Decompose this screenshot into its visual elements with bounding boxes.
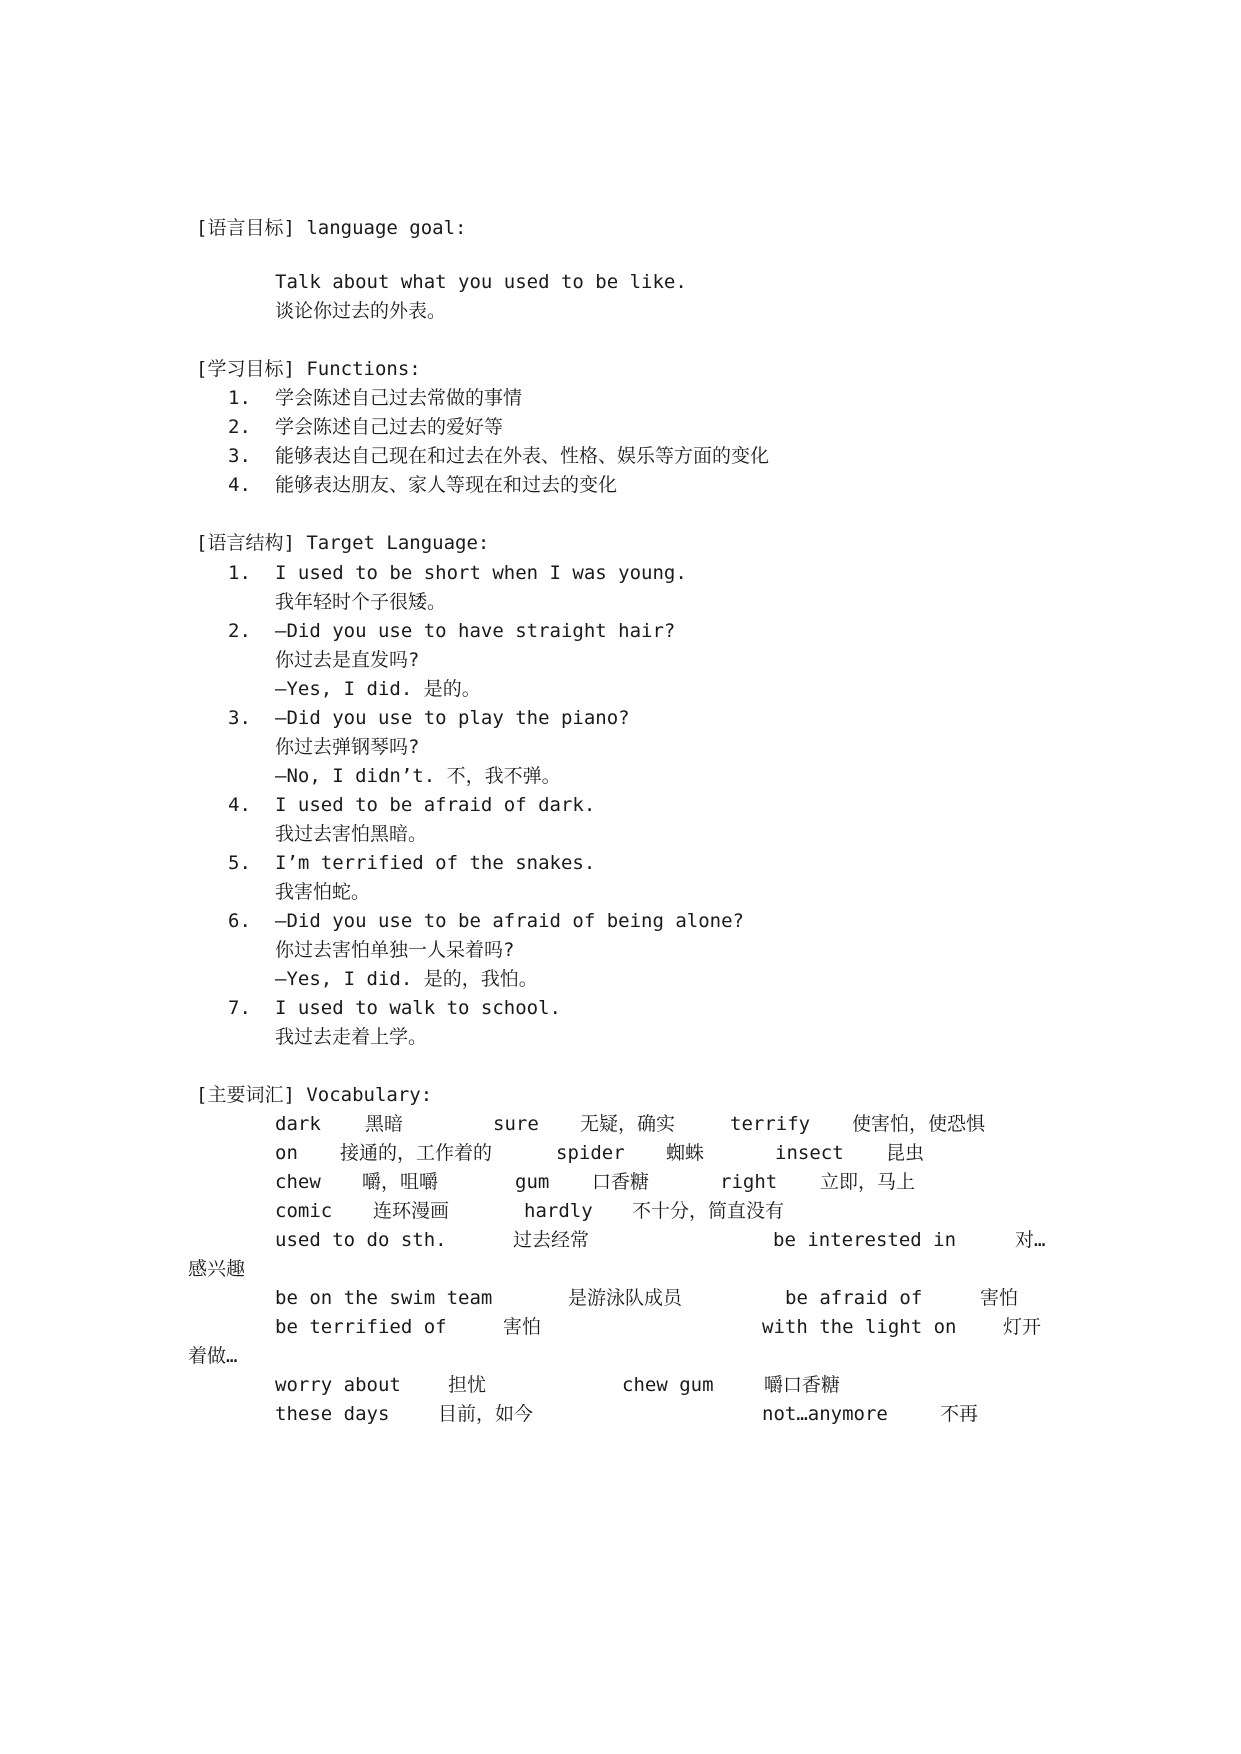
goal-line-en: Talk about what you used to be like. [275, 271, 687, 293]
example-line: 你过去是直发吗? [275, 649, 420, 671]
example-line: I used to be afraid of dark. [275, 794, 596, 816]
vocab-meaning: 灯开 [1003, 1316, 1042, 1338]
list-number: 7. [228, 997, 251, 1019]
vocab-meaning: 接通的，工作着的 [340, 1142, 493, 1164]
vocab-word: gum [515, 1171, 550, 1193]
vocab-meaning: 不再 [940, 1403, 979, 1425]
example-line: 你过去弹钢琴吗? [275, 736, 420, 758]
vocab-meaning: 昆虫 [886, 1142, 925, 1164]
vocab-word: hardly [524, 1200, 593, 1222]
vocab-word: right [720, 1171, 778, 1193]
vocab-phrase: these days [275, 1403, 390, 1425]
example-line: —Did you use to play the piano? [275, 707, 630, 729]
vocab-meaning: 立即，马上 [820, 1171, 916, 1193]
example-line: —Yes, I did. 是的。 [275, 678, 481, 700]
vocab-phrase: not…anymore [762, 1403, 888, 1425]
example-line: 我年轻时个子很矮。 [275, 591, 447, 613]
vocab-meaning: 是游泳队成员 [568, 1287, 683, 1309]
list-number: 1. [228, 387, 251, 409]
vocab-phrase: be interested in [773, 1229, 957, 1251]
vocab-meaning: 嚼口香糖 [764, 1374, 841, 1396]
vocab-phrase: be afraid of [785, 1287, 923, 1309]
vocab-word: dark [275, 1113, 321, 1135]
list-number: 6. [228, 910, 251, 932]
vocab-phrase: chew gum [622, 1374, 714, 1396]
vocab-word: spider [556, 1142, 625, 1164]
list-number: 1. [228, 562, 251, 584]
vocab-meaning: 过去经常 [513, 1229, 590, 1251]
vocab-meaning: 嚼，咀嚼 [362, 1171, 439, 1193]
example-line: 我过去走着上学。 [275, 1026, 428, 1048]
example-line: I used to walk to school. [275, 997, 561, 1019]
section-heading-functions: [学习目标] Functions: [196, 358, 421, 380]
vocab-meaning: 目前，如今 [438, 1403, 534, 1425]
list-item: 学会陈述自己过去常做的事情 [275, 387, 523, 409]
vocab-meaning: 担忧 [448, 1374, 487, 1396]
vocab-word: on [275, 1142, 298, 1164]
vocab-phrase: with the light on [762, 1316, 957, 1338]
vocab-meaning: 害怕 [980, 1287, 1019, 1309]
example-line: I used to be short when I was young. [275, 562, 687, 584]
vocab-meaning: 不十分，简直没有 [632, 1200, 785, 1222]
vocab-word: sure [493, 1113, 539, 1135]
vocab-phrase: be terrified of [275, 1316, 447, 1338]
list-number: 2. [228, 416, 251, 438]
list-number: 3. [228, 445, 251, 467]
example-line: —Yes, I did. 是的，我怕。 [275, 968, 538, 990]
list-item: 能够表达自己现在和过去在外表、性格、娱乐等方面的变化 [275, 445, 770, 467]
section-heading-vocabulary: [主要词汇] Vocabulary: [196, 1084, 433, 1106]
vocab-meaning: 黑暗 [365, 1113, 404, 1135]
vocab-phrase: be on the swim team [275, 1287, 493, 1309]
list-item: 能够表达朋友、家人等现在和过去的变化 [275, 474, 618, 496]
vocab-word: insect [775, 1142, 844, 1164]
list-number: 4. [228, 794, 251, 816]
example-line: 你过去害怕单独一人呆着吗? [275, 939, 515, 961]
vocab-word: comic [275, 1200, 333, 1222]
section-heading-goal: [语言目标] language goal: [196, 217, 467, 239]
vocab-meaning: 害怕 [503, 1316, 542, 1338]
list-number: 4. [228, 474, 251, 496]
vocab-meaning: 使害怕，使恐惧 [852, 1113, 986, 1135]
vocab-phrase: worry about [275, 1374, 401, 1396]
vocab-word: chew [275, 1171, 321, 1193]
example-line: —Did you use to have straight hair? [275, 620, 676, 642]
example-line: —Did you use to be afraid of being alone? [275, 910, 744, 932]
vocab-meaning: 蜘蛛 [666, 1142, 705, 1164]
goal-line-zh: 谈论你过去的外表。 [275, 300, 447, 322]
list-number: 5. [228, 852, 251, 874]
list-item: 学会陈述自己过去的爱好等 [275, 416, 504, 438]
vocab-phrase: used to do sth. [275, 1229, 447, 1251]
example-line: 我过去害怕黑暗。 [275, 823, 428, 845]
vocab-meaning-continued: 感兴趣 [188, 1258, 246, 1280]
vocab-meaning: 连环漫画 [373, 1200, 450, 1222]
vocab-meaning: 对… [1015, 1229, 1046, 1251]
vocab-meaning: 无疑，确实 [580, 1113, 676, 1135]
list-number: 3. [228, 707, 251, 729]
example-line: 我害怕蛇。 [275, 881, 371, 903]
vocab-word: terrify [730, 1113, 811, 1135]
vocab-meaning: 口香糖 [592, 1171, 650, 1193]
vocab-meaning-continued: 着做… [188, 1345, 238, 1367]
example-line: I’m terrified of the snakes. [275, 852, 596, 874]
list-number: 2. [228, 620, 251, 642]
section-heading-language: [语言结构] Target Language: [196, 532, 490, 554]
example-line: —No, I didn’t. 不，我不弹。 [275, 765, 561, 787]
